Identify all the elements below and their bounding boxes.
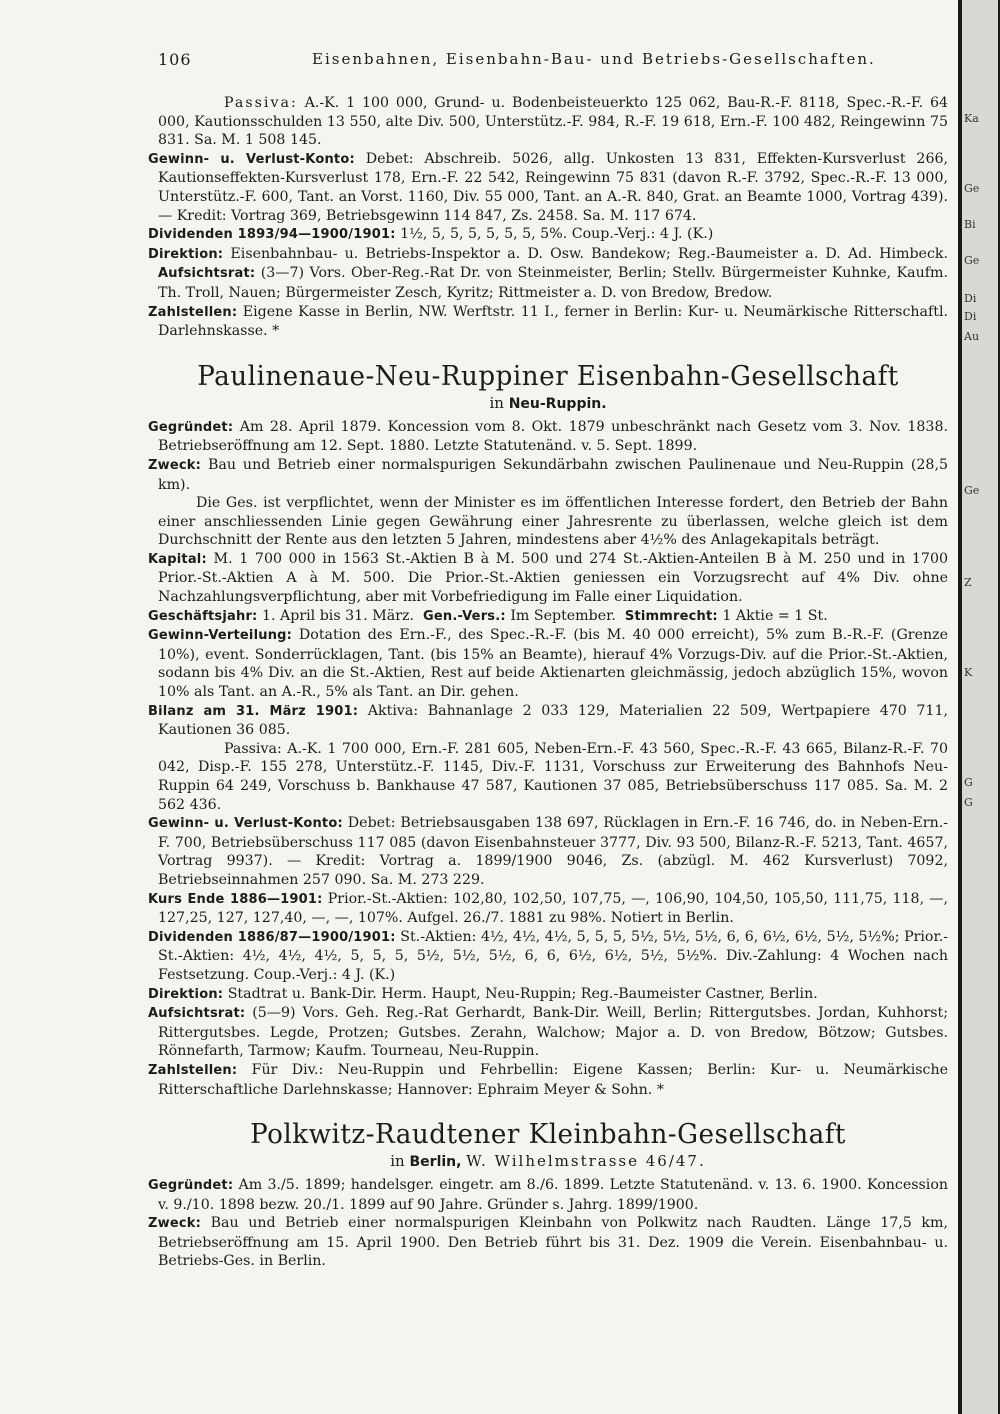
paying-agents-label: Zahlstellen: bbox=[148, 304, 238, 320]
location-city: Berlin, bbox=[409, 1154, 462, 1171]
purpose-text: Bau und Betrieb einer normalspurigen Kleinbahn von Polkwitz nach Raudten. Länge 17,5 km, Betriebseröffnung am 15. April 1900. Den Betrieb führt bis 31. Dez. 1909 die Verein. Eisenbahnbau- u. Betriebs-Ges. in Berlin. bbox=[158, 1215, 948, 1270]
gutter-mark: Di bbox=[964, 292, 977, 305]
gutter-mark: K bbox=[964, 666, 973, 679]
gutter-mark: Di bbox=[964, 310, 977, 323]
supervisory-board-paragraph bbox=[148, 1004, 948, 1061]
founded-text: Am 28. April 1879. Koncession vom 8. Okt. 1879 unbeschränkt nach Gesetz vom 3. Nov. 1838. Betriebseröffnung am 12. Sept. 1880. Letzte Statutenänd. v. 5. Sept. 1899. bbox=[158, 418, 948, 455]
supervisory-board-label: Aufsichtsrat: bbox=[158, 266, 256, 282]
supervisory-board-text: (3—7) Vors. Ober-Reg.-Rat Dr. von Steinmeister, Berlin; Stellv. Bürgermeister Kuhnke, Kaufm. Th. Troll, Nauen; Bürgermeister Zesch, Kyritz; Rittmeister a. D. von Bredow, Bredow. bbox=[158, 265, 948, 301]
price-label: Kurs Ende 1886—1901: bbox=[148, 891, 323, 907]
direction-text: Eisenbahnbau- u. Betriebs-Inspektor a. D. Osw. Bandekow; Reg.-Baumeister a. D. Ad. Himbeck. bbox=[230, 245, 948, 262]
purpose-note: Die Ges. ist verpflichtet, wenn der Minister es im öffentlichen Interesse fordert, den Betrieb der Bahn einer anschliessenden Linie gegen Gewährung einer Jahresrente zu überlassen, welche gleich ist dem Durchschnitt der Rente aus den letzten 5 Jahren, mindestens aber 4½% des Anlagekapitals beträgt. bbox=[158, 495, 948, 549]
entry-continued bbox=[148, 94, 948, 341]
dividends-text: 1½, 5, 5, 5, 5, 5, 5, 5%. Coup.-Verj.: 4 J. (K.) bbox=[400, 226, 714, 243]
direction-paragraph bbox=[148, 985, 948, 1005]
passiva-paragraph bbox=[148, 94, 948, 150]
paying-agents-paragraph bbox=[148, 303, 948, 341]
passiva-text: A.-K. 1 100 000, Grund- u. Bodenbeisteuerkto 125 062, Bau-R.-F. 8118, Spec.-R.-F. 64 000, Kautionsschulden 13 550, alte Div. 500, Unterstütz.-F. 984, R.-F. 19 618, Ern.-F. 100 482, Reingewinn 75 831. Sa. M. 1 508 145. bbox=[158, 95, 949, 149]
dividends-label: Dividenden 1893/94—1900/1901: bbox=[148, 227, 396, 243]
direction-label: Direktion: bbox=[148, 246, 224, 262]
paying-agents-text: Für Div.: Neu-Ruppin und Fehrbellin: Eigene Kassen; Berlin: Kur- u. Neumärkische Ritterschaftliche Darlehnskasse; Hannover: Ephraim Meyer & Sohn. * bbox=[158, 1061, 948, 1098]
profit-loss-label: Gewinn- u. Verlust-Konto: bbox=[148, 816, 343, 832]
profit-distribution-label: Gewinn-Verteilung: bbox=[148, 628, 293, 644]
founded-text: Am 3./5. 1899; handelsger. eingetr. am 8./6. 1899. Letzte Statutenänd. v. 13. 6. 1900. Koncession v. 9./10. 1898 bezw. 20./1. 1899 auf 90 Jahre. Gründer s. Jahrg. 1899/1900. bbox=[158, 1177, 948, 1213]
entry-paulinenaue bbox=[148, 361, 948, 1099]
price-text: Prior.-St.-Aktien: 102,80, 102,50, 107,75, —, 106,90, 104,50, 105,50, 111,75, 118, —, 127,25, 127, 127,40, —, —, 107%. Aufgel. 26./7. 1881 zu 98%. Notiert in Berlin. bbox=[158, 890, 948, 927]
supervisory-board-label: Aufsichtsrat: bbox=[148, 1006, 246, 1022]
purpose-label: Zweck: bbox=[148, 457, 202, 473]
supervisory-board-text: (5—9) Vors. Geh. Reg.-Rat Gerhardt, Bank-Dir. Weill, Berlin; Rittergutsbes. Jordan, Kuhhorst; Rittergutsbes. Legde, Protzen; Gutsbes. Zerahn, Walchow; Major a. D. von Bredow, Bötzow; Gutsbes. Rönnefarth, Tarmow; Kaufm. Tourneau, Neu-Ruppin. bbox=[158, 1005, 948, 1060]
purpose-label: Zweck: bbox=[148, 1216, 202, 1232]
paying-agents-text: Eigene Kasse in Berlin, NW. Werftstr. 11 I., ferner in Berlin: Kur- u. Neumärkische Ritterschaftl. Darlehnskasse. * bbox=[158, 303, 948, 340]
paying-agents-paragraph bbox=[148, 1061, 948, 1099]
balance-text: Aktiva: Bahnanlage 2 033 129, Materialien 22 509, Wertpapiere 470 711, Kautionen 36 085. bbox=[158, 702, 948, 739]
balance-passiva: Passiva: A.-K. 1 700 000, Ern.-F. 281 605, Neben-Ern.-F. 43 560, Spec.-R.-F. 43 665, Bilanz-R.-F. 70 042, Disp.-F. 155 278, Unterstütz.-F. 1145, Div.-F. 1131, Vorschuss zur Erweiterung des Bahnhofs Neu-Ruppin 64 249, Vorschuss b. Bankhause 47 587, Kautionen 37 085, Betriebsüberschuss 117 085. Sa. M. 2 562 436. bbox=[158, 740, 948, 813]
voting-right-text: 1 Aktie = 1 St. bbox=[722, 607, 828, 624]
purpose-paragraph bbox=[148, 1214, 948, 1271]
gutter-mark: Au bbox=[964, 330, 980, 343]
profit-loss-paragraph bbox=[148, 150, 948, 225]
fiscal-year-label: Geschäftsjahr: bbox=[148, 608, 258, 624]
page-number: 106 bbox=[158, 50, 192, 69]
founded-paragraph bbox=[148, 1176, 948, 1214]
gutter-mark: Ka bbox=[964, 112, 979, 125]
purpose-paragraph bbox=[148, 456, 948, 494]
fiscal-year-text: 1. April bis 31. März. bbox=[261, 607, 414, 624]
gutter-mark: Ge bbox=[964, 182, 980, 195]
company-title: Paulinenaue-Neu-Ruppiner Eisenbahn-Gesellschaft bbox=[197, 360, 899, 392]
gutter-mark: Ge bbox=[964, 254, 980, 267]
location-prefix: in bbox=[390, 1152, 405, 1171]
page-content bbox=[148, 44, 948, 1271]
profit-distribution-paragraph bbox=[148, 626, 948, 701]
price-paragraph bbox=[148, 890, 948, 928]
company-location bbox=[148, 1152, 948, 1170]
gutter-mark: G bbox=[964, 776, 973, 789]
balance-label: Bilanz am 31. März 1901: bbox=[148, 703, 359, 719]
founded-label: Gegründet: bbox=[148, 1178, 234, 1194]
capital-label: Kapital: bbox=[148, 551, 207, 567]
company-location bbox=[148, 394, 948, 412]
running-title: Eisenbahnen, Eisenbahn-Bau- und Betriebs-Gesellschaften. bbox=[312, 50, 876, 68]
founded-paragraph bbox=[148, 418, 948, 456]
balance-paragraph bbox=[148, 702, 948, 740]
dividends-paragraph bbox=[148, 928, 948, 985]
gutter-mark: Bi bbox=[964, 218, 976, 231]
location-address: W. Wilhelmstrasse 46/47. bbox=[466, 1152, 706, 1171]
profit-loss-label: Gewinn- u. Verlust-Konto: bbox=[148, 151, 355, 167]
page-header bbox=[148, 44, 948, 78]
general-meeting-text: Im September. bbox=[510, 607, 616, 624]
dividends-text: St.-Aktien: 4½, 4½, 4½, 5, 5, 5, 5½, 5½, 5½, 6, 6, 6½, 6½, 5½, 5½%; Prior.-St.-Aktien: 4½, 4½, 4½, 5, 5, 5, 5½, 5½, 5½, 6, 6, 6½, 6½, 5½, 5½%. Div.-Zahlung: 4 Wochen nach Festsetzung. Coup.-Verj.: 4 J. (K.) bbox=[158, 928, 948, 983]
location-prefix: in bbox=[489, 393, 504, 412]
founded-label: Gegründet: bbox=[148, 419, 234, 435]
voting-right-label: Stimmrecht: bbox=[624, 608, 718, 624]
company-title: Polkwitz-Raudtener Kleinbahn-Gesellschaft bbox=[250, 1119, 846, 1151]
gutter-mark: Z bbox=[964, 576, 972, 589]
profit-loss-paragraph bbox=[148, 814, 948, 889]
gutter-mark: Ge bbox=[964, 484, 980, 497]
entry-polkwitz bbox=[148, 1119, 948, 1271]
gutter-mark: G bbox=[964, 796, 973, 809]
capital-text: M. 1 700 000 in 1563 St.-Aktien B à M. 500 und 274 St.-Aktien-Anteilen B à M. 250 und in 1700 Prior.-St.-Aktien A à M. 500. Die Prior.-St.-Aktien geniessen ein Vorzugsrecht auf 4% Div. ohne Nachzahlungsverpflichtung, aber mit Vorbefriedigung im Falle einer Liquidation. bbox=[158, 550, 948, 606]
profit-loss-text: Debet: Abschreib. 5026, allg. Unkosten 13 831, Effekten-Kursverlust 266, Kautionseffekten-Kursverlust 178, Ern.-F. 22 542, Reingewinn 75 831 (davon R.-F. 3792, Spec.-R.-F. 13 000, Unterstütz.-F. 600, Tant. an Vorst. 1160, Div. 55 000, Tant. an A.-R. 840, Grat. an Beamte 1000, Vortrag 439). — Kredit: Vortrag 369, Betriebsgewinn 114 847, Zs. 2458. Sa. M. 117 674. bbox=[158, 150, 948, 224]
capital-paragraph bbox=[148, 550, 948, 607]
purpose-text: Bau und Betrieb einer normalspurigen Sekundärbahn zwischen Paulinenaue und Neu-Ruppin (28,5 km). bbox=[158, 456, 948, 493]
direction-paragraph bbox=[148, 245, 948, 303]
profit-distribution-text: Dotation des Ern.-F., des Spec.-R.-F. (bis M. 40 000 erreicht), 5% zum B.-R.-F. (Grenze 10%), event. Sonderrücklagen, Tant. (bis 15% an Beamte), hierauf 4% Vorzugs-Div. auf die Prior.-St.-Aktien, sodann bis 4% Div. an die St.-Aktien, Rest auf beide Aktienarten gleichmässig, jedoch abzüglich 15%, wovon 10% als Tant. an A.-R., 5% als Tant. an Dir. gehen. bbox=[158, 627, 948, 701]
dividends-paragraph bbox=[148, 225, 948, 245]
fiscal-year-paragraph bbox=[148, 607, 948, 627]
direction-text: Stadtrat u. Bank-Dir. Herm. Haupt, Neu-Ruppin; Reg.-Baumeister Castner, Berlin. bbox=[227, 985, 818, 1002]
passiva-label: Passiva: bbox=[224, 95, 298, 111]
paying-agents-label: Zahlstellen: bbox=[148, 1062, 238, 1078]
general-meeting-label: Gen.-Vers.: bbox=[423, 608, 506, 624]
dividends-label: Dividenden 1886/87—1900/1901: bbox=[148, 929, 396, 945]
profit-loss-text: Debet: Betriebsausgaben 138 697, Rücklagen in Ern.-F. 16 746, do. in Neben-Ern.-F. 700, Betriebsüberschuss 117 085 (davon Eisenbahnsteuer 3777, Div. 93 500, Bilanz-R.-F. 5213, Tant. 4657, Vortrag 9937). — Kredit: Vortrag a. 1899/1900 9046, Zs. (abzügl. M. 462 Kursverlust) 7092, Betriebseinnahmen 257 090. Sa. M. 273 229. bbox=[158, 815, 948, 888]
direction-label: Direktion: bbox=[148, 986, 224, 1002]
location-city: Neu-Ruppin. bbox=[508, 395, 607, 412]
adjacent-page-edge bbox=[962, 0, 998, 1414]
